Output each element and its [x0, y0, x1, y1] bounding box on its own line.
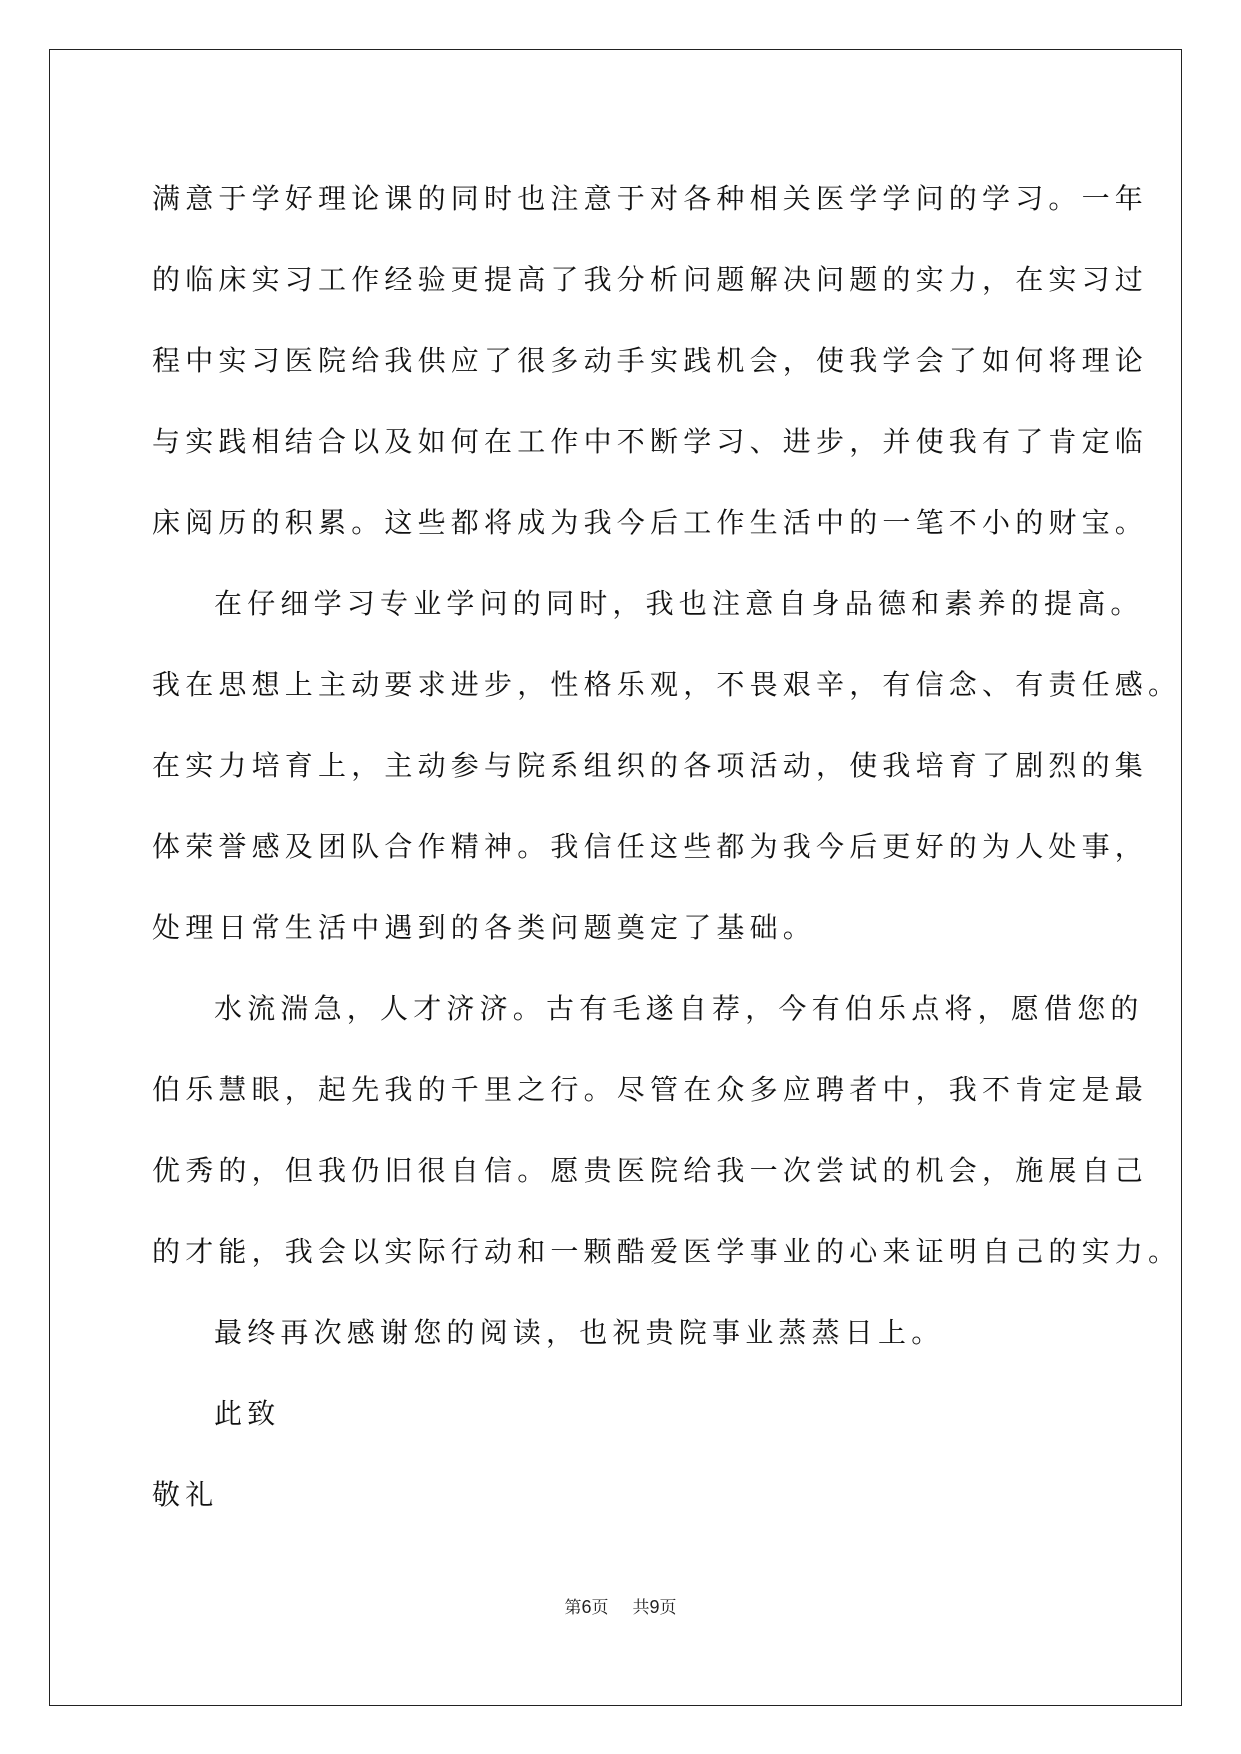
page-suffix: 页 — [591, 1598, 609, 1618]
body-line: 伯乐慧眼，起先我的千里之行。尽管在众多应聘者中，我不肯定是最 — [152, 1073, 1149, 1106]
body-line: 我在思想上主动要求进步，性格乐观，不畏艰辛，有信念、有责任感。 — [152, 668, 1182, 701]
salutation-cizhi: 此致 — [214, 1397, 281, 1430]
body-line: 满意于学好理论课的同时也注意于对各种相关医学学问的学习。一年 — [152, 182, 1149, 215]
body-line: 的才能，我会以实际行动和一颗酷爱医学事业的心来证明自己的实力。 — [152, 1235, 1182, 1268]
total-pages-number: 9 — [649, 1597, 660, 1617]
body-line: 的临床实习工作经验更提高了我分析问题解决问题的实力，在实习过 — [152, 263, 1149, 296]
body-line: 优秀的，但我仍旧很自信。愿贵医院给我一次尝试的机会，施展自己 — [152, 1154, 1149, 1187]
letter-body — [152, 158, 1182, 1535]
page-footer — [0, 1593, 1241, 1618]
paragraph-start-line: 在仔细学习专业学问的同时，我也注意自身品德和素养的提高。 — [214, 587, 1144, 620]
body-line: 体荣誉感及团队合作精神。我信任这些都为我今后更好的为人处事， — [152, 830, 1149, 863]
body-line: 与实践相结合以及如何在工作中不断学习、进步，并使我有了肯定临 — [152, 425, 1149, 458]
total-suffix: 页 — [659, 1598, 677, 1618]
salutation-jingli: 敬礼 — [152, 1478, 219, 1511]
body-line: 床阅历的积累。这些都将成为我今后工作生活中的一笔不小的财宝。 — [152, 506, 1149, 539]
paragraph-start-line: 水流湍急，人才济济。古有毛遂自荐，今有伯乐点将，愿借您的 — [214, 992, 1144, 1025]
body-line: 在实力培育上，主动参与院系组织的各项活动，使我培育了剧烈的集 — [152, 749, 1149, 782]
body-line: 处理日常生活中遇到的各类问题奠定了基础。 — [152, 911, 817, 944]
closing-thanks-line: 最终再次感谢您的阅读，也祝贵院事业蒸蒸日上。 — [214, 1316, 945, 1349]
total-prefix: 共 — [632, 1598, 650, 1618]
current-page-number: 6 — [581, 1597, 592, 1617]
body-line: 程中实习医院给我供应了很多动手实践机会，使我学会了如何将理论 — [152, 344, 1149, 377]
page-prefix: 第 — [564, 1598, 582, 1618]
